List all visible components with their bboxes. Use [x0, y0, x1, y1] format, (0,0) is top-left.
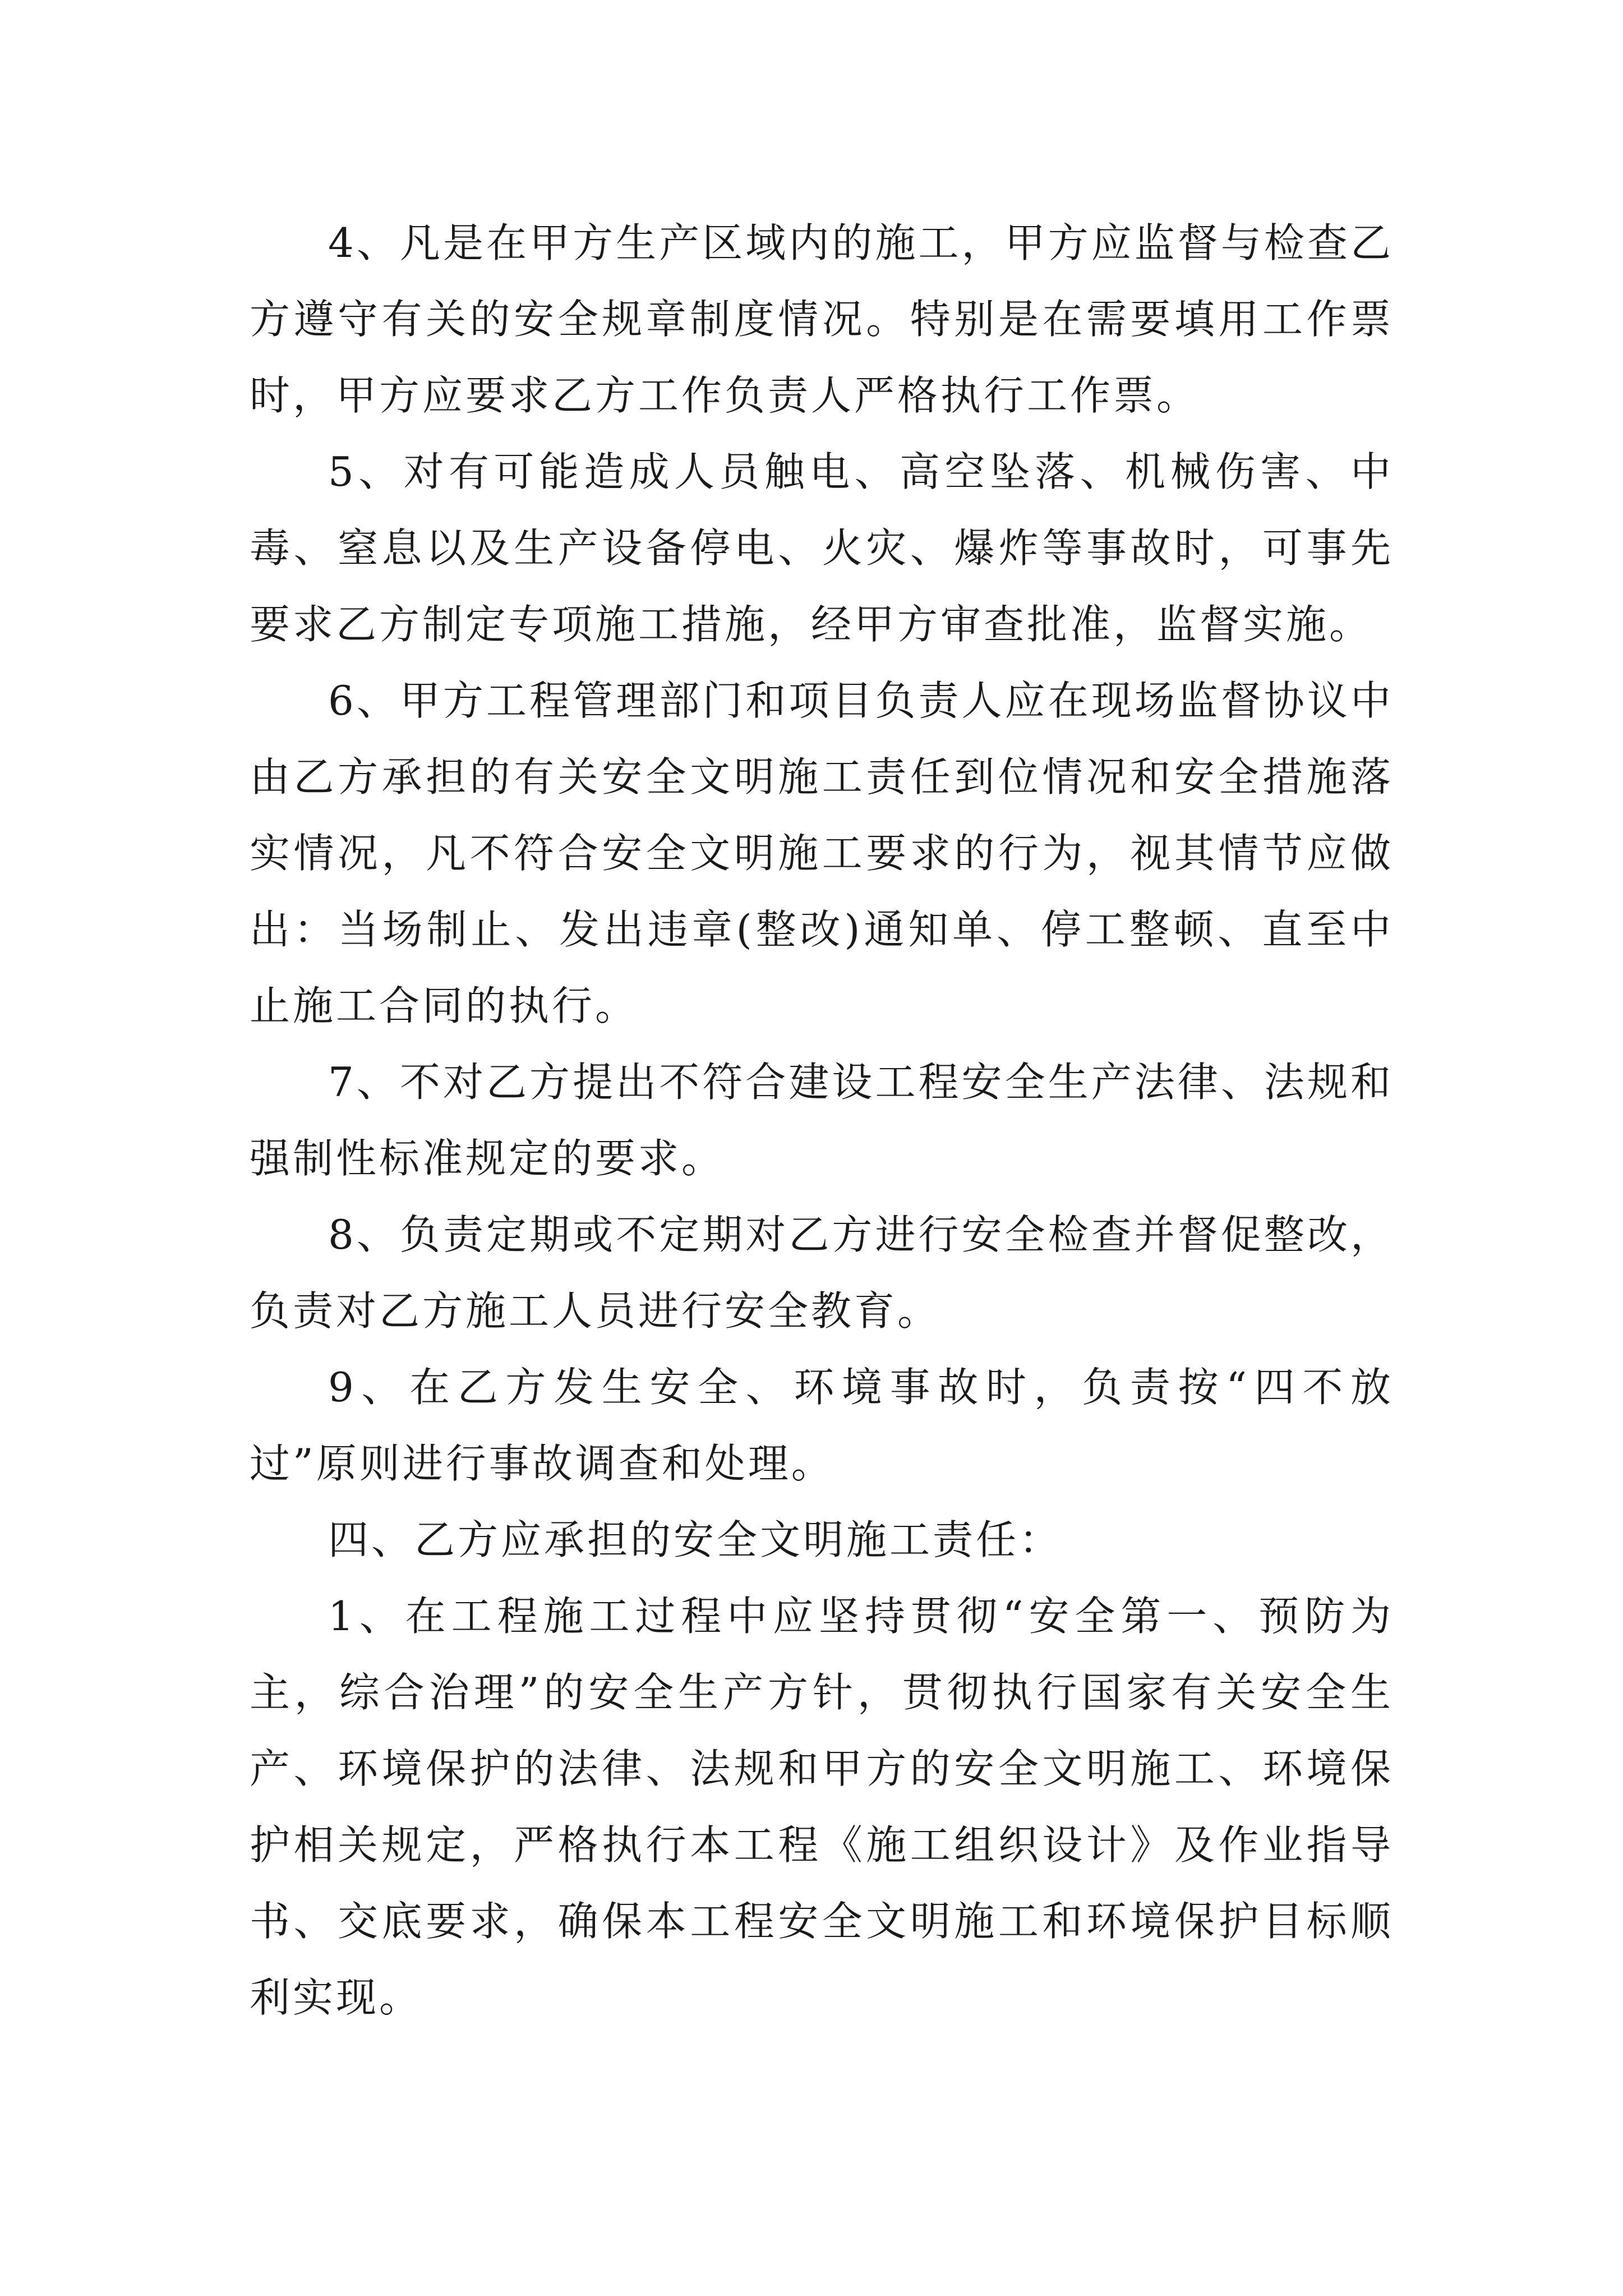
- paragraph-item-4: 4、凡是在甲方生产区域内的施工，甲方应监督与检查乙方遵守有关的安全规章制度情况。特别是在需要填用工作票时，甲方应要求乙方工作负责人严格执行工作票。: [250, 219, 1394, 419]
- paragraph-item-8: 8、负责定期或不定期对乙方进行安全检查并督促整改，负责对乙方施工人员进行安全教育。: [250, 1211, 1394, 1335]
- section-heading-4: 四、乙方应承担的安全文明施工责任：: [328, 1516, 1063, 1563]
- paragraph-item-5: 5、对有可能造成人员触电、高空坠落、机械伤害、中毒、窒息以及生产设备停电、火灾、爆炸等事故时，可事先要求乙方制定专项施工措施，经甲方审查批准，监督实施。: [250, 448, 1394, 648]
- paragraph-item-6: 6、甲方工程管理部门和项目负责人应在现场监督协议中由乙方承担的有关安全文明施工责任到位情况和安全措施落实情况，凡不符合安全文明施工要求的行为，视其情节应做出：当场制止、发出违章(整改)通知单、停工整顿、直至中止施工合同的执行。: [250, 677, 1394, 1029]
- paragraph-item-9: 9、在乙方发生安全、环境事故时，负责按“四不放过”原则进行事故调查和处理。: [250, 1364, 1394, 1487]
- document-body: [250, 205, 1394, 2036]
- paragraph-section4-item-1: 1、在工程施工过程中应坚持贯彻“安全第一、预防为主，综合治理”的安全生产方针，贯彻执行国家有关安全生产、环境保护的法律、法规和甲方的安全文明施工、环境保护相关规定，严格执行本工程《施工组织设计》及作业指导书、交底要求，确保本工程安全文明施工和环境保护目标顺利实现。: [250, 1593, 1394, 2021]
- paragraph-item-7: 7、不对乙方提出不符合建设工程安全生产法律、法规和强制性标准规定的要求。: [250, 1059, 1394, 1182]
